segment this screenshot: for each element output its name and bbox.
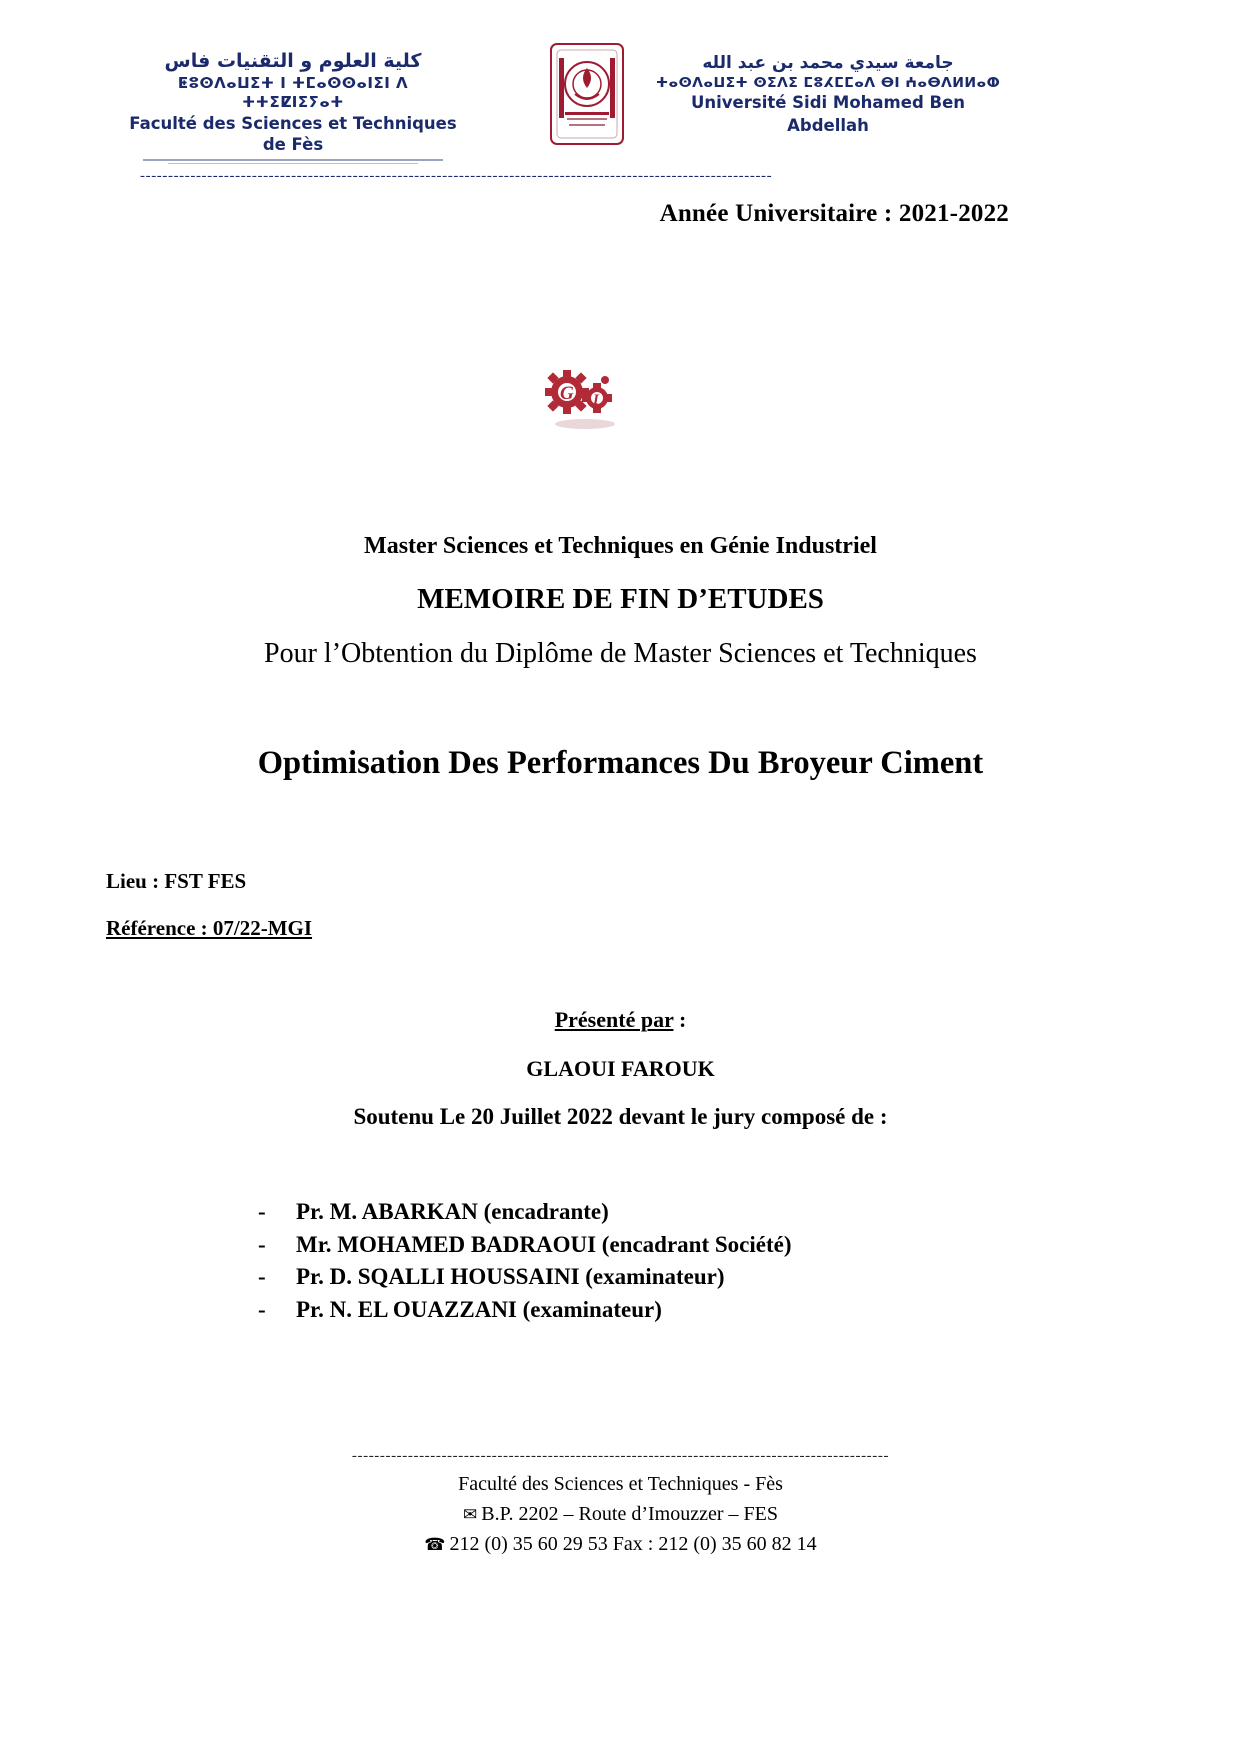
- university-name-french: Université Sidi Mohamed Ben Abdellah: [690, 93, 966, 135]
- university-identity: [648, 52, 1008, 137]
- document-header: [0, 28, 1241, 184]
- defense-line: Soutenu Le 20 Juillet 2022 devant le jury composé de :: [353, 1104, 888, 1129]
- jury-member-name: Pr. M. ABARKAN (encadrante): [296, 1199, 609, 1224]
- reference-line: Référence : 07/22-MGI: [106, 916, 313, 940]
- program-line: Master Sciences et Techniques en Génie Industriel: [364, 533, 877, 559]
- faculty-name-french: Faculté des Sciences et Techniques de Fès: [129, 113, 457, 155]
- footer-divider: ------------------------------------------------------------------------------------------------: [351, 1448, 890, 1464]
- document-type: MEMOIRE DE FIN D’ETUDES: [417, 583, 824, 615]
- page-title: Optimisation Des Performances Du Broyeur Ciment: [257, 745, 984, 781]
- presented-by-label: Présenté par: [554, 1007, 674, 1032]
- footer-phone-line: [0, 1529, 1241, 1559]
- list-bullet: -: [258, 1231, 266, 1257]
- footer-address: B.P. 2202 – Route d’Imouzzer – FES: [481, 1503, 778, 1525]
- faculty-rule-1: [143, 159, 443, 161]
- university-name-arabic: جامعة سيدي محمد بن عبد الله: [702, 53, 954, 73]
- footer-phone: 212 (0) 35 60 29 53 Fax : 212 (0) 35 60 82 14: [449, 1533, 817, 1555]
- faculty-identity: [128, 50, 458, 164]
- document-footer: [0, 1448, 1241, 1559]
- university-name-tifinagh: ⵜⴰⵙⴷⴰⵡⵉⵜ ⵙⵉⴷⵉ ⵎⵓⵃⵎⵎⴰⴷ ⴱⵏ ⵄⴰⴱⴷⵍⵍⴰⵀ: [655, 75, 1001, 92]
- header-divider: -----------------------------------------------------------------------------------------------------------------: [140, 168, 773, 184]
- presented-by-colon: :: [673, 1007, 687, 1032]
- author-name: GLAOUI FAROUK: [526, 1056, 715, 1081]
- footer-address-line: [0, 1499, 1241, 1529]
- genie-industriel-logo-icon: [527, 358, 637, 438]
- list-item: [258, 1294, 792, 1327]
- faculty-name-arabic: كلية العلوم و التقنيات فاس: [164, 50, 422, 72]
- list-bullet: -: [258, 1264, 266, 1290]
- jury-list: [258, 1196, 792, 1327]
- usmba-crest-icon: [545, 38, 629, 150]
- place-line: Lieu : FST FES: [106, 869, 247, 893]
- faculty-rule-2: [168, 163, 418, 164]
- jury-member-name: Pr. D. SQALLI HOUSSAINI (examinateur): [296, 1264, 725, 1290]
- list-bullet: -: [258, 1199, 266, 1224]
- svg-text:G: G: [560, 383, 574, 404]
- presented-by-line: [0, 1007, 1241, 1033]
- svg-text:I: I: [593, 392, 599, 408]
- list-item: [258, 1196, 792, 1229]
- list-item: [258, 1229, 792, 1262]
- jury-member-name: Pr. N. EL OUAZZANI (examinateur): [296, 1296, 662, 1322]
- jury-member-name: Mr. MOHAMED BADRAOUI (encadrant Société): [296, 1231, 792, 1257]
- faculty-name-tifinagh: ⵟⵓⵙⴷⴰⵡⵉⵜ ⵏ ⵜⵎⴰⵙⵙⴰⵏⵉⵏ ⴷ ⵜⵜⵉⵇⵏⵉⵢⴰⵜ: [177, 73, 409, 112]
- phone-icon: ☎: [424, 1535, 446, 1554]
- footer-institution: Faculté des Sciences et Techniques - Fès: [458, 1473, 783, 1495]
- academic-year: Année Universitaire : 2021-2022: [659, 200, 1009, 227]
- list-bullet: -: [258, 1296, 266, 1322]
- document-purpose: Pour l’Obtention du Diplôme de Master Sciences et Techniques: [264, 638, 977, 669]
- list-item: [258, 1261, 792, 1294]
- mail-icon: ✉: [463, 1505, 478, 1524]
